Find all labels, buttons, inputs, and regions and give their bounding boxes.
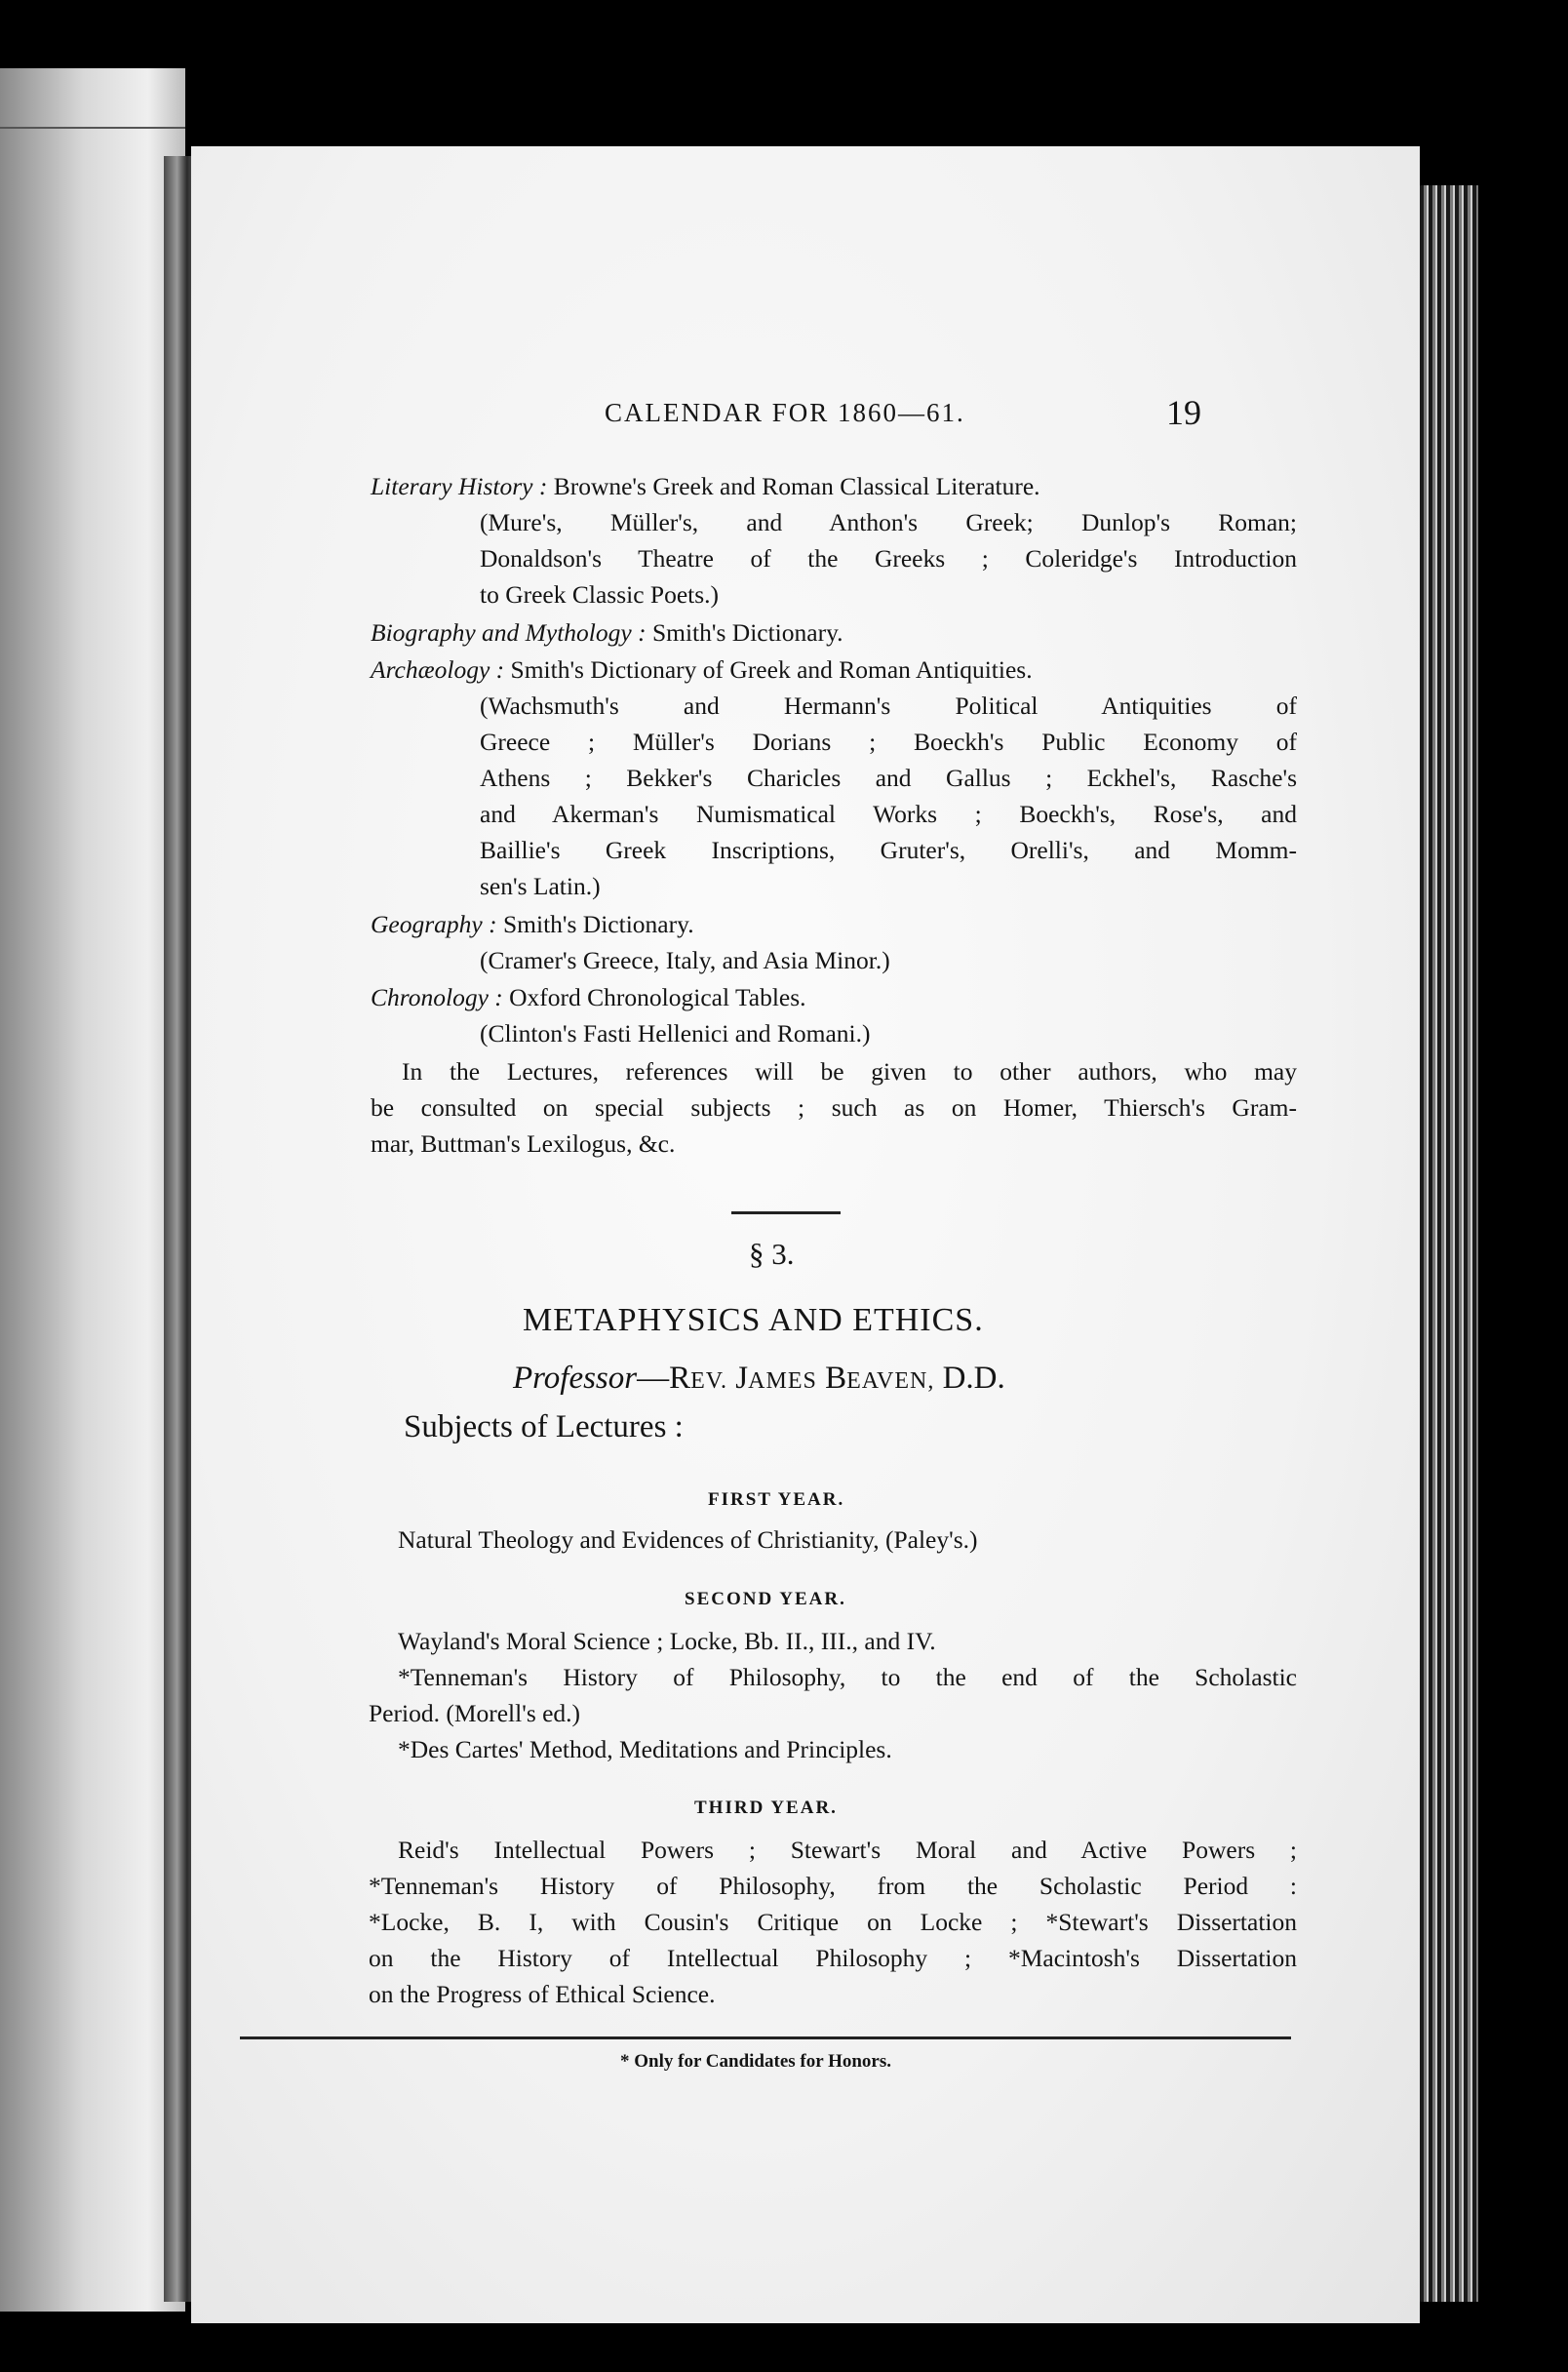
second-year-line: Period. (Morell's ed.) xyxy=(369,1699,581,1727)
biography-text: Smith's Dictionary. xyxy=(651,618,843,647)
third-year-heading: THIRD YEAR. xyxy=(694,1798,838,1818)
third-year-line: on the Progress of Ethical Science. xyxy=(369,1980,716,2008)
biography-entry xyxy=(371,620,843,646)
page-number: 19 xyxy=(1166,393,1201,432)
literary-history-text: Browne's Greek and Roman Classical Literature. xyxy=(553,472,1040,500)
chronology-line: (Clinton's Fasti Hellenici and Romani.) xyxy=(480,1019,871,1048)
second-year-heading: SECOND YEAR. xyxy=(685,1589,846,1609)
second-year-line: Wayland's Moral Science ; Locke, Bb. II., III., and IV. xyxy=(398,1627,936,1655)
archaeology-entry xyxy=(371,657,1033,683)
archaeology-text: Smith's Dictionary of Greek and Roman Antiquities. xyxy=(510,655,1033,684)
footnote: * Only for Candidates for Honors. xyxy=(620,2051,891,2072)
professor-last-rest: EAVEN, xyxy=(846,1368,935,1394)
footnote-rule xyxy=(240,2036,1291,2039)
archaeology-line: Greece ; Müller's Dorians ; Boeckh's Public Economy of xyxy=(480,728,1297,756)
lectures-note-line: mar, Buttman's Lexilogus, &c. xyxy=(371,1129,676,1158)
archaeology-line: (Wachsmuth's and Hermann's Political Antiquities of xyxy=(480,692,1297,720)
literary-history-line: to Greek Classic Poets.) xyxy=(480,580,720,609)
book-page xyxy=(191,146,1420,2323)
first-year-line: Natural Theology and Evidences of Christianity, (Paley's.) xyxy=(398,1525,978,1554)
geography-text: Smith's Dictionary. xyxy=(502,910,694,938)
section-mark: § 3. xyxy=(749,1237,795,1271)
archaeology-line: and Akerman's Numismatical Works ; Boeckh's, Rose's, and xyxy=(480,800,1297,828)
lectures-note-line: be consulted on special subjects ; such as on Homer, Thiersch's Gram- xyxy=(371,1093,1297,1122)
third-year-line: on the History of Intellectual Philosophy ; *Macintosh's Dissertation xyxy=(369,1944,1297,1972)
literary-history-label: Literary History : xyxy=(371,472,548,500)
professor-dash: — xyxy=(637,1361,670,1396)
section-divider xyxy=(731,1211,841,1214)
professor-rev-rest: EV. xyxy=(690,1368,728,1394)
literary-history-line: (Mure's, Müller's, and Anthon's Greek; Dunlop's Roman; xyxy=(480,508,1297,536)
professor-last-initial: B xyxy=(825,1361,847,1396)
first-year-heading: FIRST YEAR. xyxy=(708,1489,845,1510)
left-page-scan-edge xyxy=(0,68,185,2312)
section-title: METAPHYSICS AND ETHICS. xyxy=(523,1302,984,1338)
literary-history-entry xyxy=(371,474,1040,499)
chronology-label: Chronology : xyxy=(371,983,503,1011)
second-year-line: *Tenneman's History of Philosophy, to the end of the Scholastic xyxy=(398,1663,1297,1691)
chronology-entry xyxy=(371,985,806,1010)
running-title: CALENDAR FOR 1860—61. xyxy=(605,398,965,427)
lectures-note-line: In the Lectures, references will be given to other authors, who may xyxy=(402,1057,1297,1086)
third-year-line: *Locke, B. I, with Cousin's Critique on Locke ; *Stewart's Dissertation xyxy=(369,1908,1297,1936)
professor-first-rest: AMES xyxy=(748,1368,817,1394)
literary-history-line: Donaldson's Theatre of the Greeks ; Coleridge's Introduction xyxy=(480,544,1297,573)
second-year-line: *Des Cartes' Method, Meditations and Principles. xyxy=(398,1735,892,1763)
archaeology-line: Baillie's Greek Inscriptions, Gruter's, Orelli's, and Momm- xyxy=(480,836,1297,864)
archaeology-line: Athens ; Bekker's Charicles and Gallus ; Eckhel's, Rasche's xyxy=(480,764,1297,792)
professor-degree: D.D. xyxy=(942,1361,1005,1396)
page-edges-right xyxy=(1420,185,1478,2302)
biography-label: Biography and Mythology : xyxy=(371,618,647,647)
third-year-line: Reid's Intellectual Powers ; Stewart's Moral and Active Powers ; xyxy=(398,1836,1297,1864)
professor-rev-initial: R xyxy=(669,1361,691,1396)
professor-line xyxy=(513,1361,1005,1397)
geography-label: Geography : xyxy=(371,910,497,938)
geography-line: (Cramer's Greece, Italy, and Asia Minor.) xyxy=(480,946,890,974)
geography-entry xyxy=(371,912,694,937)
professor-label: Professor xyxy=(513,1361,638,1396)
archaeology-line: sen's Latin.) xyxy=(480,872,601,900)
professor-first-initial: J xyxy=(735,1361,749,1396)
archaeology-label: Archæology : xyxy=(371,655,505,684)
subjects-heading: Subjects of Lectures : xyxy=(404,1409,684,1444)
third-year-line: *Tenneman's History of Philosophy, from the Scholastic Period : xyxy=(369,1872,1297,1900)
chronology-text: Oxford Chronological Tables. xyxy=(509,983,806,1011)
